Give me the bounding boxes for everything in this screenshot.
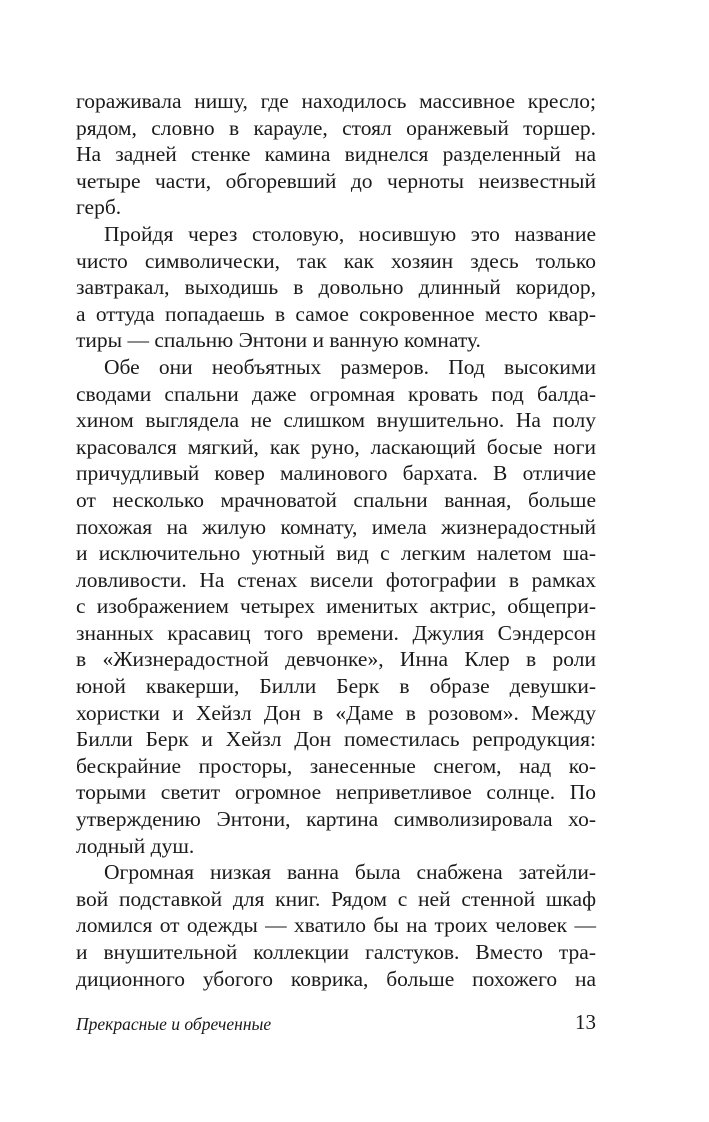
text-line: четыре части, обгоревший до черноты неизвестный [76, 168, 596, 193]
running-title: Прекрасные и обреченные [76, 1014, 272, 1034]
text-line: вой подставкой для книг. Рядом с ней стенной шкаф [76, 886, 596, 911]
text-line: тиры — спальню Энтони и ванную комнату. [76, 328, 481, 353]
text-line: хином выглядела не слишком внушительно. На полу [76, 408, 596, 433]
text-line: причудливый ковер малинового бархата. В отличие [76, 461, 596, 486]
text-line: похожая на жилую комнату, имела жизнерадостный [76, 514, 596, 539]
text-line: гораживала нишу, где находилось массивное кресло; [76, 89, 596, 113]
text-line: юной квакерши, Билли Берк в образе девушки- [76, 674, 596, 699]
text-line: Билли Берк и Хейзл Дон поместилась репродукция: [76, 727, 596, 752]
page-footer [76, 1010, 596, 1040]
text-line: торыми светит огромное неприветливое солнце. По [76, 780, 596, 805]
page-body [76, 88, 596, 992]
text-line: ловливости. На стенах висели фотографии в рамках [76, 567, 596, 592]
text-line: с изображением четырех именитых актрис, общепри- [76, 594, 596, 619]
text-line: диционного убогого коврика, больше похожего на [76, 966, 596, 991]
text-line: и внушительной коллекции галстуков. Вместо тра- [76, 940, 596, 964]
text-line: от несколько мрачноватой спальни ванная, больше [76, 487, 596, 512]
text-line: утверждению Энтони, картина символизировала хо- [76, 807, 596, 832]
text-line: Обе они необъятных размеров. Под высокими [104, 354, 596, 379]
text-line: и исключительно уютный вид с легким налетом ша- [76, 541, 596, 566]
text-line: сводами спальни даже огромная кровать под балда- [76, 381, 596, 406]
paragraph [76, 859, 596, 992]
paragraph [76, 221, 596, 354]
text-line: герб. [76, 195, 122, 220]
text-line: завтракал, выходишь в довольно длинный коридор, [76, 275, 596, 300]
text-line: чисто символически, так как хозяин здесь только [76, 248, 596, 273]
text-line: На задней стенке камина виднелся разделенный на [76, 142, 596, 167]
text-line: красовался мягкий, как руно, ласкающий босые ноги [76, 434, 596, 459]
page-number: 13 [575, 1010, 596, 1034]
text-line: бескрайние просторы, занесенные снегом, над ко- [76, 753, 596, 778]
paragraph [76, 354, 596, 859]
text-line: рядом, словно в карауле, стоял оранжевый торшер. [76, 115, 596, 140]
text-line: а оттуда попадаешь в самое сокровенное место квар- [76, 301, 596, 326]
paragraph [76, 88, 596, 221]
text-line: хористки и Хейзл Дон в «Даме в розовом». Между [76, 700, 596, 725]
text-line: Пройдя через столовую, носившую это название [104, 221, 596, 246]
text-line: лодный душ. [76, 833, 195, 858]
text-line: знанных красавиц того времени. Джулия Сэндерсон [76, 620, 596, 645]
text-line: в «Жизнерадостной девчонке», Инна Клер в роли [76, 647, 596, 672]
text-line: Огромная низкая ванна была снабжена затейли- [104, 860, 596, 885]
text-line: ломился от одежды — хватило бы на троих человек — [76, 913, 596, 938]
